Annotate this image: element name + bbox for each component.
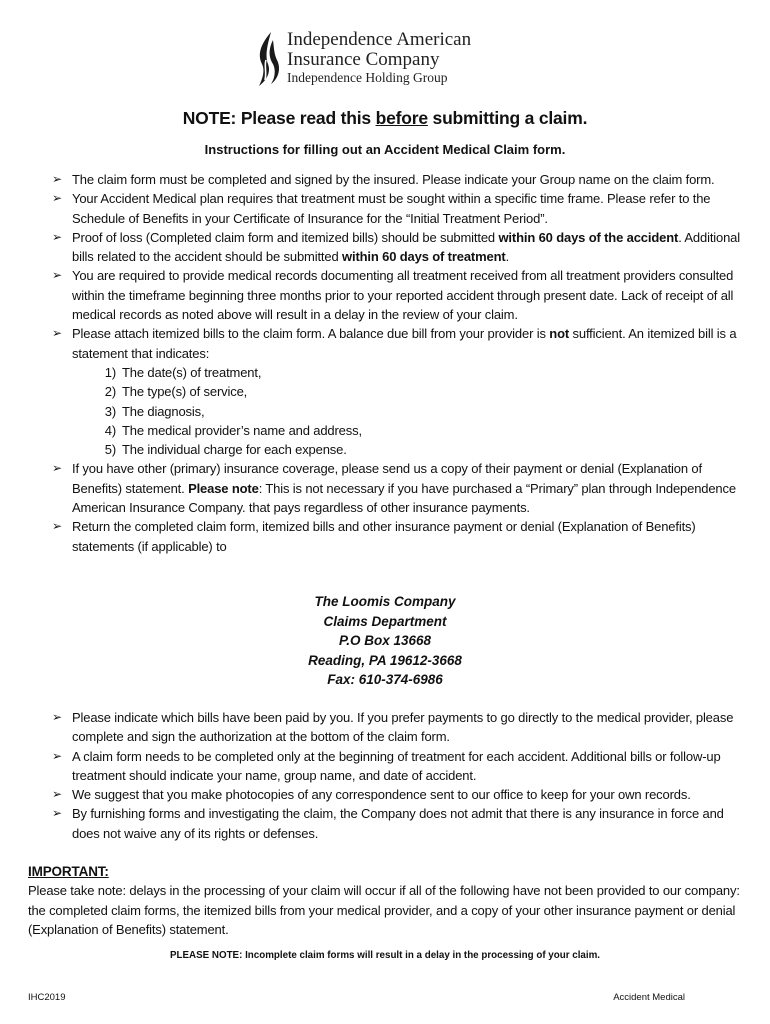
arrow-bullet-icon: ➢: [52, 326, 62, 341]
list-item: [52, 708, 752, 747]
title-emphasis: before: [375, 108, 428, 128]
arrow-bullet-icon: ➢: [52, 519, 62, 534]
page-subtitle: Instructions for filling out an Accident Medical Claim form.: [204, 142, 566, 157]
sub-item: [72, 440, 752, 459]
arrow-bullet-icon: ➢: [52, 806, 62, 821]
list-item: [52, 747, 752, 786]
arrow-bullet-icon: ➢: [52, 787, 62, 802]
sub-item-text: The date(s) of treatment,: [122, 364, 262, 380]
sub-item-text: The diagnosis,: [122, 403, 205, 419]
mailing-address: [0, 592, 770, 690]
item-text: The claim form must be completed and signed by the insured. Please indicate your Group name on the claim form.: [72, 172, 715, 187]
item-bold: Please note: [188, 480, 259, 496]
flame-icon: [253, 30, 285, 88]
item-text: By furnishing forms and investigating the claim, the Company does not admit that there is any insurance in force and does not waive any of its rights or defenses.: [72, 806, 724, 841]
item-text: We suggest that you make photocopies of any correspondence sent to our office to keep for your own records.: [72, 787, 691, 803]
item-text: Return the completed claim form, itemized bills and other insurance payment or denial (Explanation of Benefits) statements (if applicable) to: [72, 519, 696, 554]
arrow-bullet-icon: ➢: [52, 748, 62, 763]
item-text: Proof of loss (Completed claim form and itemized bills) should be submitted: [72, 229, 499, 245]
list-item: [52, 324, 752, 459]
item-bold: within 60 days of treatment: [342, 249, 506, 265]
sub-item-text: The type(s) of service,: [122, 384, 248, 400]
arrow-bullet-icon: ➢: [52, 710, 62, 724]
instructions-list: [52, 170, 752, 556]
address-line: The Loomis Company: [314, 594, 456, 609]
address-line: Claims Department: [323, 613, 447, 629]
logo-line-2: Insurance Company: [287, 49, 440, 70]
title-prefix: NOTE: Please read this: [182, 108, 376, 128]
company-logo: [253, 28, 493, 90]
item-text: .: [505, 249, 510, 265]
sub-item: [72, 421, 752, 440]
list-item: [52, 228, 752, 267]
arrow-bullet-icon: ➢: [52, 172, 62, 186]
page-title: [0, 108, 770, 129]
item-bold: within 60 days of the accident: [498, 229, 679, 245]
incomplete-forms-notice: PLEASE NOTE: Incomplete claim forms will result in a delay in the processing of your claim.: [169, 950, 601, 961]
item-text: sufficient. An itemized bill is a statement that indicates:: [72, 326, 737, 361]
list-item: [52, 785, 752, 804]
important-body: Please take note: delays in the processing of your claim will occur if all of the following have not been provided to our company: the completed claim forms, the itemized bills from your medical provider, and a copy of your other insurance payment or denial (Explanation of Benefits) statement.: [28, 883, 740, 937]
item-text: Please attach itemized bills to the claim form. A balance due bill from your provider is: [72, 326, 550, 342]
arrow-bullet-icon: ➢: [52, 268, 62, 283]
item-text: Please indicate which bills have been paid by you. If you prefer payments to go directly to the medical provider, please complete and sign the authorization at the bottom of the claim form.: [72, 710, 734, 745]
list-item: [52, 804, 752, 843]
sub-item-number: 2): [104, 384, 116, 400]
item-text: If you have other (primary) insurance coverage, please send us a copy of their payment or denial (Explanation of Benefits) statement.: [72, 461, 702, 496]
sub-item: [72, 363, 752, 382]
important-heading: IMPORTANT:: [28, 864, 109, 879]
sub-item-text: The medical provider’s name and address,: [122, 422, 362, 438]
arrow-bullet-icon: ➢: [52, 461, 62, 476]
list-item: [52, 189, 752, 228]
arrow-bullet-icon: ➢: [52, 191, 62, 206]
item-text: : This is not necessary if you have purchased a “Primary” plan through Independence American Insurance Company. that pays regardless of other insurance payments.: [72, 480, 736, 516]
sub-item-number: 5): [104, 442, 116, 458]
sub-item-number: 3): [104, 403, 116, 419]
logo-line-1: Independence American: [287, 29, 472, 50]
sub-item-number: 4): [104, 422, 116, 438]
list-item: [52, 459, 752, 517]
item-text: Your Accident Medical plan requires that treatment must be sought within a specific time frame. Please refer to the Schedule of Benefits in your Certificate of Insurance for the “Initial Treatment Period”.: [72, 191, 711, 226]
arrow-bullet-icon: ➢: [52, 229, 62, 244]
address-line: Reading, PA 19612-3668: [308, 652, 462, 668]
logo-line-3: Independence Holding Group: [287, 70, 448, 85]
address-line: Fax: 610-374-6986: [327, 672, 443, 687]
sub-item: [72, 382, 752, 401]
important-section: [28, 862, 748, 939]
additional-instructions-list: [52, 708, 752, 843]
list-item: [52, 517, 752, 556]
form-code: IHC2019: [28, 992, 66, 1003]
sub-item-text: The individual charge for each expense.: [122, 442, 347, 458]
item-text: You are required to provide medical records documenting all treatment received from all treatment providers consulted within the timeframe beginning three months prior to your reported accident through present date. Lack of receipt of all medical records as noted above will result in a delay in the review of your claim.: [72, 268, 734, 323]
list-item: [52, 266, 752, 324]
item-text: A claim form needs to be completed only at the beginning of treatment for each accident. Additional bills or follow-up treatment should indicate your name, group name, and date of accident.: [72, 748, 721, 783]
item-text: . Additional bills related to the accident should be submitted: [72, 229, 740, 265]
form-type: Accident Medical: [613, 992, 685, 1003]
address-line: P.O Box 13668: [338, 633, 432, 648]
itemized-bill-requirements: [72, 363, 752, 459]
item-bold: not: [549, 326, 570, 342]
list-item: [52, 170, 752, 189]
sub-item: [72, 402, 752, 421]
title-suffix: submitting a claim.: [427, 108, 588, 128]
sub-item-number: 1): [104, 364, 116, 380]
